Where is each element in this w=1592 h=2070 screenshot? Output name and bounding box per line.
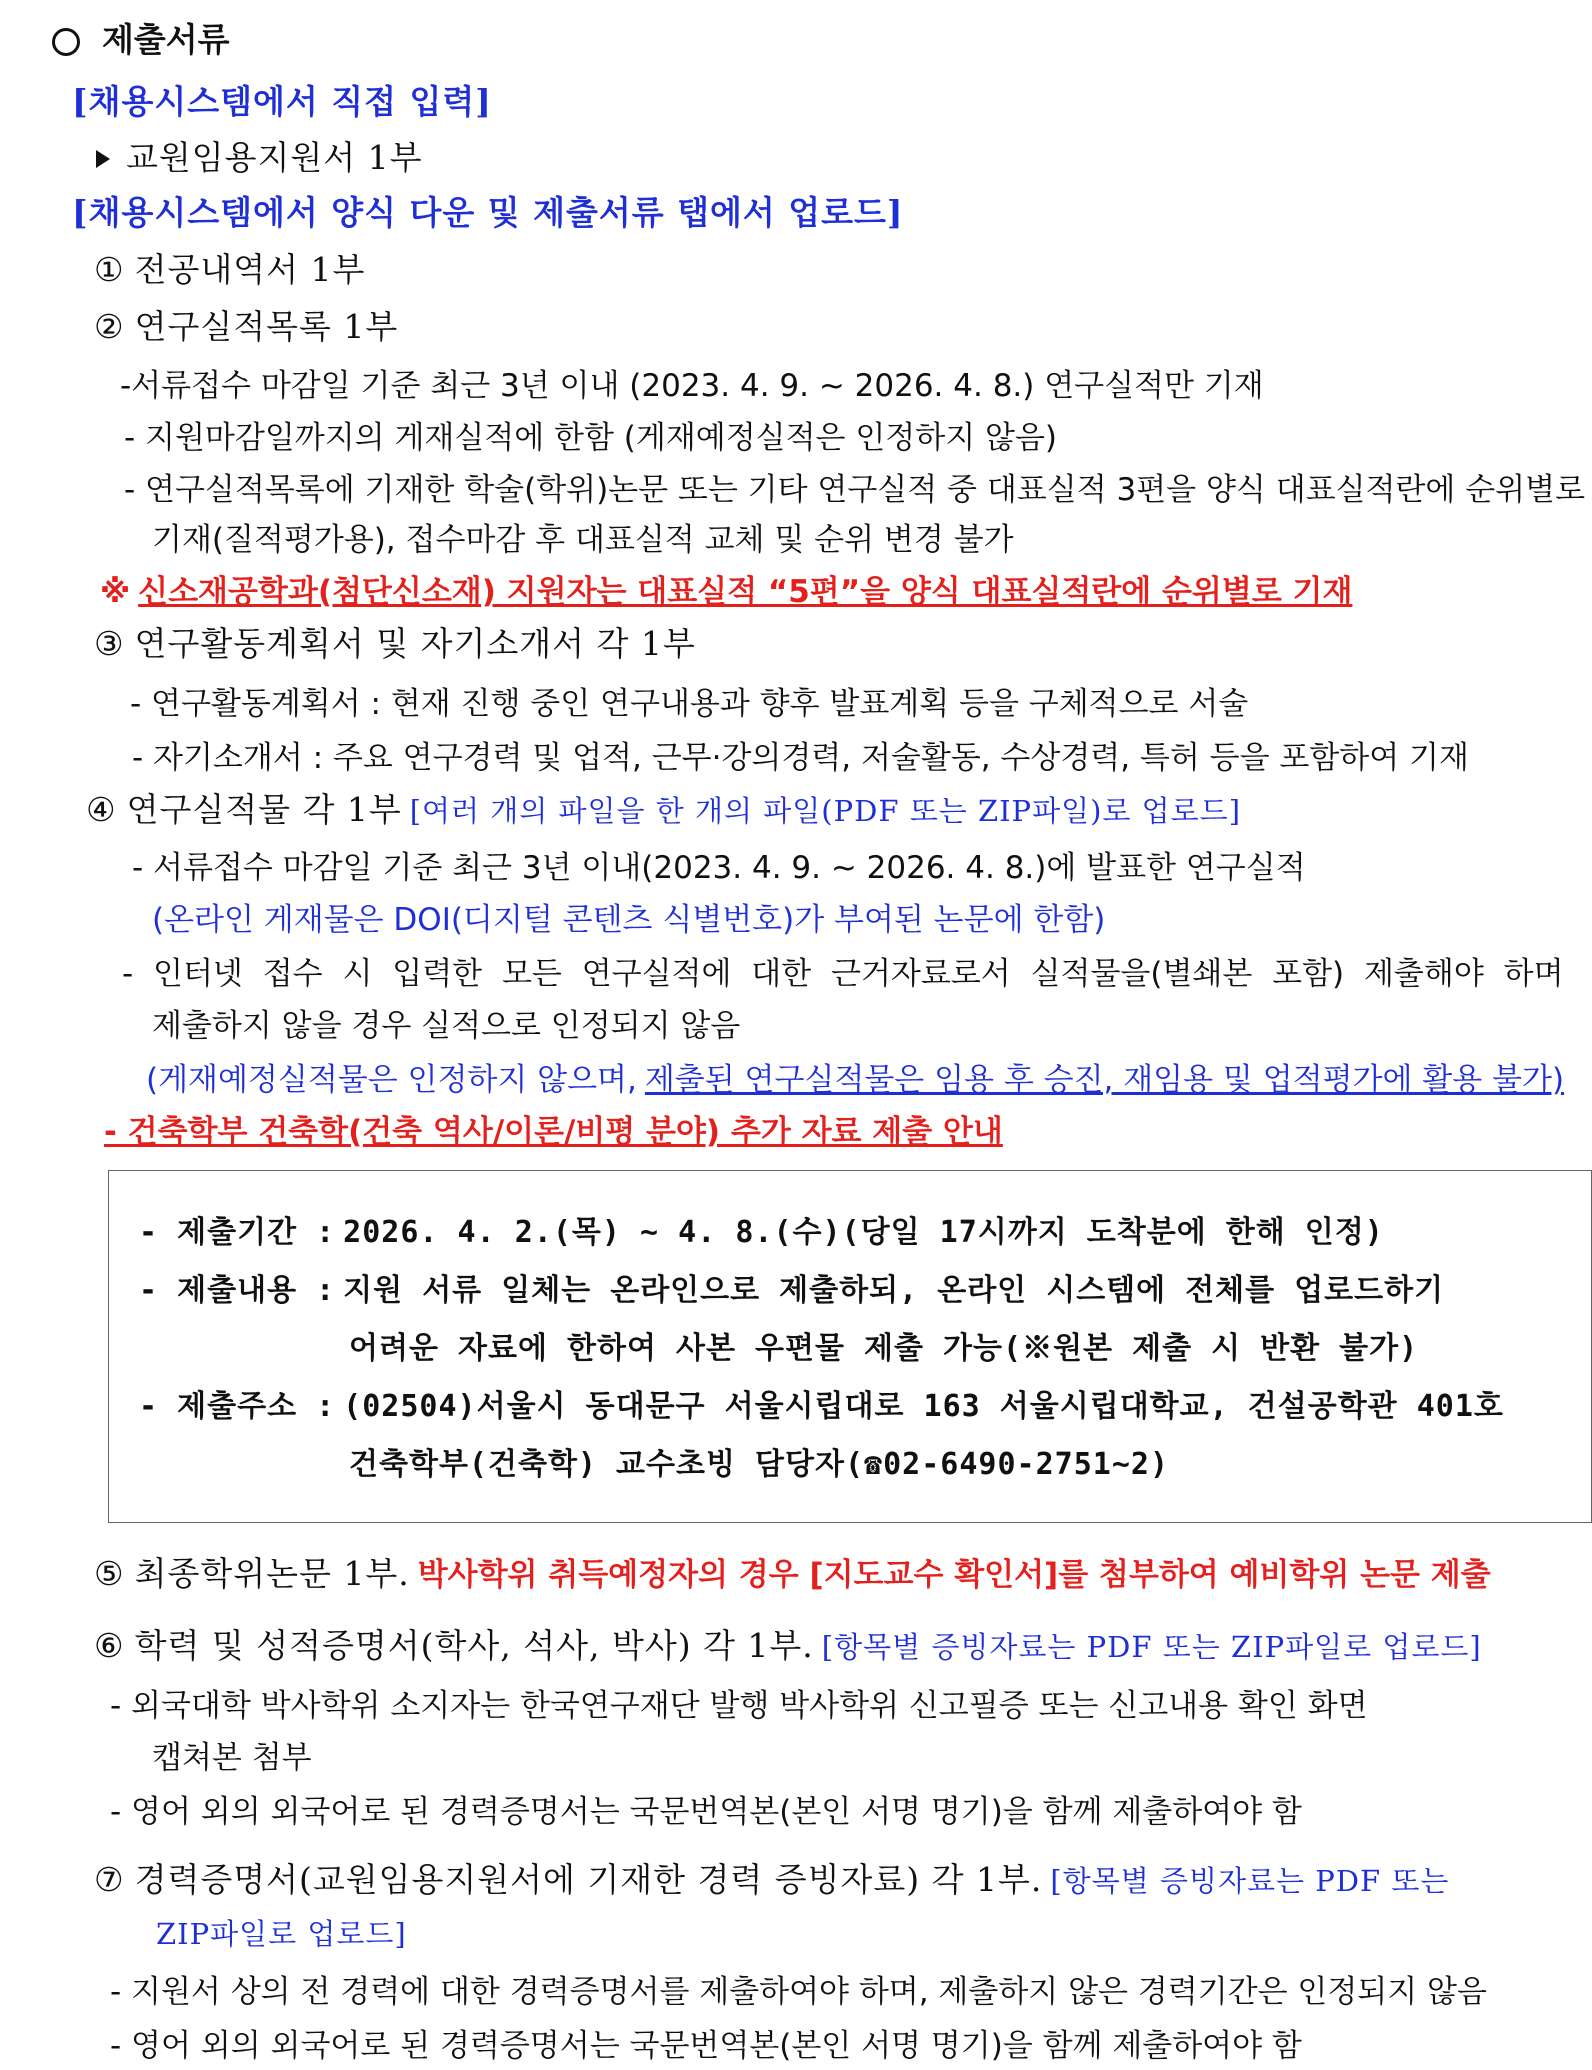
item-7-note-1: - 지원서 상의 전 경력에 대한 경력증명서를 제출하여야 하며, 제출하지 않은 경력기간은 인정되지 않음 — [110, 1974, 1487, 2010]
item-6-note-1a: - 외국대학 박사학위 소지자는 한국연구재단 발행 박사학위 신고필증 또는 신고내용 확인 화면 — [110, 1688, 1368, 1724]
content-value-2: 어려운 자료에 한하여 사본 우편물 제출 가능(※원본 제출 시 반환 불가) — [349, 1331, 1419, 1366]
item-4-note-3a: (게재예정실적물은 인정하지 않으며, — [146, 1062, 637, 1098]
item-1-number: ① — [94, 250, 125, 289]
item-1 — [94, 250, 365, 290]
direct-input-item — [96, 138, 423, 178]
item-5-text: 최종학위논문 1부. — [134, 1554, 410, 1593]
item-7-number: ⑦ — [94, 1860, 125, 1899]
period-label: - 제출기간 : — [139, 1215, 336, 1250]
item-4-note-1: - 서류접수 마감일 기준 최근 3년 이내(2023. 4. 9. ~ 2026. 4. 8.)에 발표한 연구실적 — [132, 850, 1306, 886]
circle-icon — [52, 28, 80, 56]
item-2-note-3b: 기재(질적평가용), 접수마감 후 대표실적 교체 및 순위 변경 불가 — [152, 522, 1014, 558]
item-6-number: ⑥ — [94, 1626, 125, 1665]
item-4-note-3 — [146, 1060, 1564, 1100]
item-2-number: ② — [94, 307, 125, 346]
item-6-note-1b: 캡쳐본 첨부 — [152, 1740, 312, 1776]
item-4-note-2a: - 인터넷 접수 시 입력한 모든 연구실적에 대한 근거자료로서 실적물을(별쇄본 포함) 제출해야 하며 — [122, 956, 1564, 992]
direct-input-item-text: 교원임용지원서 1부 — [126, 138, 423, 177]
item-4-hint: [여러 개의 파일을 한 개의 파일(PDF 또는 ZIP파일)로 업로드] — [409, 794, 1242, 828]
item-3-text: 연구활동계획서 및 자기소개서 각 1부 — [134, 624, 696, 663]
item-7-note-2: - 영어 외의 외국어로 된 경력증명서는 국문번역본(본인 서명 명기)을 함께 제출하여야 함 — [110, 2028, 1302, 2064]
item-6-text: 학력 및 성적증명서(학사, 석사, 박사) 각 1부. — [134, 1626, 814, 1665]
item-2-warning-text: 신소재공학과(첨단신소재) 지원자는 대표실적 “5편”을 양식 대표실적란에 순위별로 기재 — [138, 574, 1353, 610]
item-5-number: ⑤ — [94, 1554, 125, 1593]
item-4-number: ④ — [86, 790, 117, 829]
item-2-warning — [100, 572, 1352, 612]
arch-notice: - 건축학부 건축학(건축 역사/이론/비평 분야) 추가 자료 제출 안내 — [104, 1114, 1003, 1150]
item-6 — [94, 1626, 1482, 1667]
address-value-2: 건축학부(건축학) 교수초빙 담당자(☎02-6490-2751~2) — [349, 1447, 1170, 1482]
content-row — [139, 1271, 1444, 1311]
item-5-note: 박사학위 취득예정자의 경우 [지도교수 확인서]를 첨부하여 예비학위 논문 제출 — [417, 1557, 1491, 1593]
period-row — [139, 1213, 1384, 1253]
item-4-note-3b: 제출된 연구실적물은 임용 후 승진, 재임용 및 업적평가에 활용 불가) — [644, 1062, 1565, 1098]
item-2-text: 연구실적목록 1부 — [134, 307, 399, 346]
item-2-note-2: - 지원마감일까지의 게재실적에 한함 (게재예정실적은 인정하지 않음) — [124, 420, 1057, 456]
item-7-hint-1: [항목별 증빙자료는 PDF 또는 — [1050, 1864, 1450, 1898]
address-value-1: (02504)서울시 동대문구 서울시립대로 163 서울시립대학교, 건설공학관 401호 — [343, 1389, 1504, 1424]
arch-submission-box — [108, 1170, 1592, 1523]
item-4 — [86, 790, 1241, 831]
item-5 — [94, 1554, 1491, 1595]
item-4-note-2b: 제출하지 않을 경우 실적으로 인정되지 않음 — [152, 1008, 741, 1044]
triangle-bullet-icon — [96, 150, 110, 168]
item-2-note-1: -서류접수 마감일 기준 최근 3년 이내 (2023. 4. 9. ~ 2026. 4. 8.) 연구실적만 기재 — [120, 368, 1264, 404]
address-row — [139, 1387, 1504, 1427]
item-6-note-2: - 영어 외의 외국어로 된 경력증명서는 국문번역본(본인 서명 명기)을 함께 제출하여야 함 — [110, 1794, 1302, 1830]
item-2-note-3a: - 연구실적목록에 기재한 학술(학위)논문 또는 기타 연구실적 중 대표실적 3편을 양식 대표실적란에 순위별로 — [124, 472, 1586, 508]
item-3-number: ③ — [94, 624, 125, 663]
item-2 — [94, 307, 398, 347]
item-6-hint: [항목별 증빙자료는 PDF 또는 ZIP파일로 업로드] — [821, 1630, 1482, 1664]
item-1-text: 전공내역서 1부 — [134, 250, 366, 289]
content-label: - 제출내용 : — [139, 1273, 336, 1308]
content-value-1: 지원 서류 일체는 온라인으로 제출하되, 온라인 시스템에 전체를 업로드하기 — [343, 1273, 1445, 1308]
period-value: 2026. 4. 2.(목) ~ 4. 8.(수)(당일 17시까지 도착분에 한해 인정) — [343, 1215, 1384, 1250]
item-3 — [94, 624, 696, 664]
item-4-text: 연구실적물 각 1부 — [126, 790, 402, 829]
upload-header: [채용시스템에서 양식 다운 및 제출서류 탭에서 업로드] — [72, 193, 904, 232]
section-heading — [52, 20, 230, 60]
item-4-note-1b: (온라인 게재물은 DOI(디지털 콘텐츠 식별번호)가 부여된 논문에 한함) — [152, 902, 1106, 938]
section-title: 제출서류 — [102, 20, 230, 59]
item-3-note-1: - 연구활동계획서 : 현재 진행 중인 연구내용과 향후 발표계획 등을 구체적으로 서술 — [130, 686, 1249, 722]
item-3-note-2: - 자기소개서 : 주요 연구경력 및 업적, 근무·강의경력, 저술활동, 수상경력, 특허 등을 포함하여 기재 — [132, 740, 1469, 776]
direct-input-header: [채용시스템에서 직접 입력] — [72, 82, 492, 121]
item-7 — [94, 1860, 1449, 1901]
item-7-hint-2: ZIP파일로 업로드] — [156, 1917, 407, 1951]
item-7-text: 경력증명서(교원임용지원서에 기재한 경력 증빙자료) 각 1부. — [134, 1860, 1043, 1899]
address-label: - 제출주소 : — [139, 1389, 336, 1424]
warning-mark: ※ — [100, 574, 131, 610]
